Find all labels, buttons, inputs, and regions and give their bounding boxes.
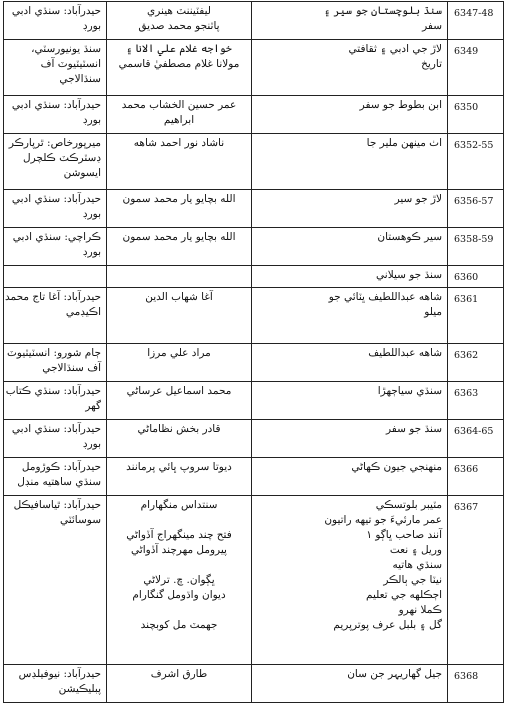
record-number: 6358-59	[448, 228, 504, 266]
publisher-cell: حيدرآباد: سنڌي ادبي بورڊ	[4, 2, 107, 40]
publisher-cell: سنڌ يونيورسٽي، انسٽيٽيوٽ آف سنڌالاجي	[4, 40, 107, 96]
author-cell: محمد اسماعيل عرساڻي	[107, 382, 252, 420]
publisher-cell: حيدرآباد: ٿياسافيڪل سوسائٽي	[4, 496, 107, 665]
author-cell: ناشاد نور احمد شاهه	[107, 134, 252, 190]
author-cell: ليفٽيننٽ هينري پاٽنجو محمد صديق	[107, 2, 252, 40]
record-number: 6364-65	[448, 420, 504, 458]
publisher-cell: حيدرآباد: سنڌي ادبي بورڊ	[4, 420, 107, 458]
catalog-table	[3, 1, 504, 703]
title-cell: سير ڪوهستان	[252, 228, 448, 266]
publisher-cell: حيدرآباد: سنڌي ادبي بورڊ	[4, 190, 107, 228]
title-cell: منهنجي جيون ڪهاڻي	[252, 458, 448, 496]
title-cell: شاهه عبداللطيف ڀٽائي جو ميلو	[252, 288, 448, 344]
author-cell: الله بچايو يار محمد سمون	[107, 190, 252, 228]
publisher-cell: ڪراچي: سنڌي ادبي بورڊ	[4, 228, 107, 266]
record-number: 6350	[448, 96, 504, 134]
record-number: 6347-48	[448, 2, 504, 40]
table-row	[4, 496, 504, 665]
title-cell: ابن بطوط جو سفر	[252, 96, 448, 134]
author-cell: طارق اشرف	[107, 665, 252, 703]
title-cell: جيل گهاريہر جن سان	[252, 665, 448, 703]
author-cell: مراد علي مرزا	[107, 344, 252, 382]
title-cell: سنڌ بلوچستان جو سير ۽ سفر	[252, 2, 448, 40]
author-cell: ديوتا سروپ ڀائي پرمانند	[107, 458, 252, 496]
publisher-cell: ڄام شورو: انسٽيٽيوٽ آف سنڌالاجي	[4, 344, 107, 382]
record-number: 6363	[448, 382, 504, 420]
table-row	[4, 266, 504, 288]
author-cell: خواجه غلام علي الانا ۽ مولانا غلام مصطفيٰ قاسمي	[107, 40, 252, 96]
record-number: 6349	[448, 40, 504, 96]
publisher-cell: حيدرآباد: ڪوڙومل سنڌي ساهتيه منڊل	[4, 458, 107, 496]
table-row	[4, 96, 504, 134]
author-cell: الله بچايو يار محمد سمون	[107, 228, 252, 266]
table-row	[4, 458, 504, 496]
title-cell: سنڌ جو سيلاني	[252, 266, 448, 288]
title-cell: لاڙ جي ادبي ۽ ثقافتي تاريخ	[252, 40, 448, 96]
title-cell: سنڌي سياڄهڙا	[252, 382, 448, 420]
author-cell: سنتداس منگهارام فتح چند مينگهراج آڏواڻي پيرومل مهرچند آڏواڻي ڀڳوان. ڇ. ترلاڻي ديوان واڌومل گنگارام جهمٽ مل کوبچند	[107, 496, 252, 665]
title-cell: لاڙ جو سير	[252, 190, 448, 228]
record-number: 6367	[448, 496, 504, 665]
record-number: 6361	[448, 288, 504, 344]
table-row	[4, 190, 504, 228]
publisher-cell: حيدرآباد: نيوفيلڊس پبليڪيشن	[4, 665, 107, 703]
publisher-cell: حيدرآباد: سنڌي ڪتاب گهر	[4, 382, 107, 420]
publisher-cell: حيدرآباد: آغا تاج محمد اڪيڊمي	[4, 288, 107, 344]
publisher-cell: حيدرآباد: سنڌي ادبي بورڊ	[4, 96, 107, 134]
author-cell	[107, 266, 252, 288]
author-cell: آغا شهاب الدين	[107, 288, 252, 344]
record-number: 6352-55	[448, 134, 504, 190]
publisher-cell: ميرپورخاص: ٿرپارڪر ڊسٽرڪٽ ڪلچرل ايسوشن	[4, 134, 107, 190]
author-cell: قادر بخش نظاماڻي	[107, 420, 252, 458]
record-number: 6362	[448, 344, 504, 382]
table-row	[4, 344, 504, 382]
title-cell: سنڌ جو سفر	[252, 420, 448, 458]
publisher-cell	[4, 266, 107, 288]
title-cell: شاهه عبداللطيف	[252, 344, 448, 382]
table-row	[4, 2, 504, 40]
table-row	[4, 288, 504, 344]
table-row	[4, 40, 504, 96]
table-row	[4, 134, 504, 190]
record-number: 6356-57	[448, 190, 504, 228]
record-number: 6360	[448, 266, 504, 288]
table-row	[4, 420, 504, 458]
record-number: 6368	[448, 665, 504, 703]
title-cell: اٺ مينهن ملير جا	[252, 134, 448, 190]
record-number: 6366	[448, 458, 504, 496]
table-row	[4, 665, 504, 703]
table-row	[4, 228, 504, 266]
author-cell: عمر حسين الخشاب محمد ابراهيم	[107, 96, 252, 134]
title-cell: مٽيبر بلوتسڪي عمر مارئيءَ جو تيهه راتيون آنند صاحب ڀاڳو ١ وريل ۽ نعت سنڌي هاتيه نيٽا جي ٻالڪر اڄڪلهه جي تعليم ڪملا نهرو گل ۽ بلبل عرف پوترپريم	[252, 496, 448, 665]
table-row	[4, 382, 504, 420]
